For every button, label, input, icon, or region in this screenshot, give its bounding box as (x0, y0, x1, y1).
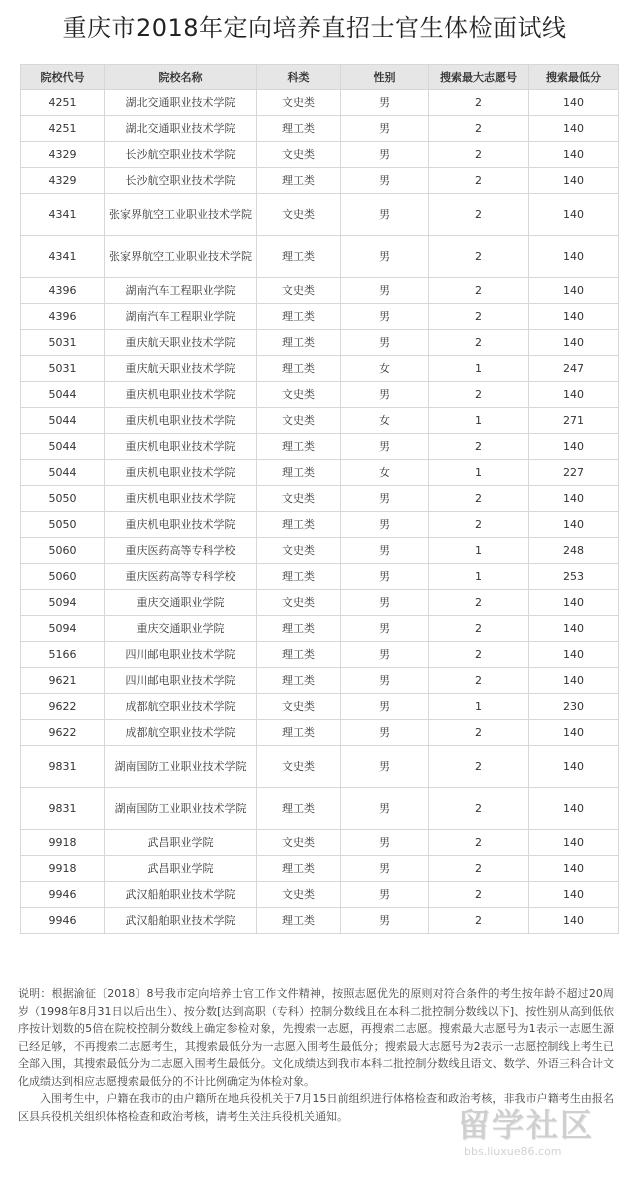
table-row (21, 720, 619, 746)
table-row (21, 882, 619, 908)
cell-category: 文史类 (257, 830, 341, 856)
cell-category: 文史类 (257, 382, 341, 408)
cell-max-choice: 2 (429, 142, 529, 168)
cell-min-score: 140 (529, 642, 619, 668)
cell-school-code: 4396 (21, 278, 105, 304)
cell-school-name: 武汉船舶职业技术学院 (105, 882, 257, 908)
table-row (21, 746, 619, 788)
table-header-row (21, 65, 619, 90)
cell-max-choice: 2 (429, 616, 529, 642)
cell-min-score: 140 (529, 434, 619, 460)
table-row (21, 278, 619, 304)
watermark-url: bbs.liuxue86.com (464, 1145, 562, 1158)
cell-gender: 女 (341, 460, 429, 486)
cell-school-code: 9946 (21, 908, 105, 934)
cell-school-name: 武昌职业学院 (105, 856, 257, 882)
score-table (20, 64, 619, 934)
cell-school-code: 5060 (21, 538, 105, 564)
cell-school-code: 5044 (21, 382, 105, 408)
cell-gender: 男 (341, 564, 429, 590)
header-gender: 性别 (341, 65, 429, 90)
table-row (21, 668, 619, 694)
cell-category: 文史类 (257, 486, 341, 512)
cell-category: 理工类 (257, 564, 341, 590)
cell-school-code: 9946 (21, 882, 105, 908)
cell-school-code: 4251 (21, 90, 105, 116)
cell-max-choice: 1 (429, 694, 529, 720)
cell-category: 文史类 (257, 278, 341, 304)
cell-min-score: 140 (529, 856, 619, 882)
cell-school-code: 5031 (21, 356, 105, 382)
cell-school-name: 湖北交通职业技术学院 (105, 116, 257, 142)
cell-category: 文史类 (257, 590, 341, 616)
cell-max-choice: 2 (429, 668, 529, 694)
cell-school-name: 成都航空职业技术学院 (105, 694, 257, 720)
cell-category: 文史类 (257, 746, 341, 788)
table-row (21, 616, 619, 642)
header-school-code: 院校代号 (21, 65, 105, 90)
cell-category: 理工类 (257, 616, 341, 642)
table-row (21, 330, 619, 356)
cell-school-name: 成都航空职业技术学院 (105, 720, 257, 746)
cell-school-name: 湖南汽车工程职业学院 (105, 278, 257, 304)
cell-min-score: 271 (529, 408, 619, 434)
cell-min-score: 140 (529, 330, 619, 356)
cell-gender: 男 (341, 304, 429, 330)
cell-gender: 男 (341, 278, 429, 304)
cell-max-choice: 2 (429, 830, 529, 856)
table-row (21, 538, 619, 564)
cell-gender: 男 (341, 590, 429, 616)
cell-gender: 男 (341, 694, 429, 720)
cell-min-score: 140 (529, 746, 619, 788)
cell-gender: 男 (341, 668, 429, 694)
cell-category: 理工类 (257, 908, 341, 934)
table-body (21, 90, 619, 934)
cell-school-code: 5094 (21, 616, 105, 642)
cell-school-name: 重庆医药高等专科学校 (105, 564, 257, 590)
cell-gender: 男 (341, 486, 429, 512)
cell-min-score: 140 (529, 486, 619, 512)
cell-category: 理工类 (257, 512, 341, 538)
cell-category: 理工类 (257, 788, 341, 830)
cell-max-choice: 2 (429, 382, 529, 408)
cell-gender: 男 (341, 720, 429, 746)
table-row (21, 908, 619, 934)
table-row (21, 382, 619, 408)
cell-school-name: 重庆机电职业技术学院 (105, 408, 257, 434)
cell-school-name: 武汉船舶职业技术学院 (105, 908, 257, 934)
cell-min-score: 140 (529, 116, 619, 142)
cell-school-name: 重庆机电职业技术学院 (105, 382, 257, 408)
cell-gender: 男 (341, 616, 429, 642)
header-category: 科类 (257, 65, 341, 90)
table-row (21, 408, 619, 434)
cell-max-choice: 2 (429, 590, 529, 616)
cell-gender: 男 (341, 90, 429, 116)
cell-max-choice: 2 (429, 486, 529, 512)
cell-min-score: 140 (529, 168, 619, 194)
cell-category: 文史类 (257, 538, 341, 564)
cell-school-name: 张家界航空工业职业技术学院 (105, 236, 257, 278)
cell-min-score: 140 (529, 278, 619, 304)
cell-gender: 男 (341, 168, 429, 194)
cell-max-choice: 1 (429, 538, 529, 564)
cell-school-code: 5044 (21, 460, 105, 486)
cell-max-choice: 1 (429, 356, 529, 382)
cell-school-code: 4341 (21, 236, 105, 278)
cell-min-score: 248 (529, 538, 619, 564)
cell-category: 理工类 (257, 642, 341, 668)
cell-max-choice: 2 (429, 908, 529, 934)
cell-max-choice: 2 (429, 304, 529, 330)
cell-gender: 女 (341, 356, 429, 382)
cell-gender: 男 (341, 512, 429, 538)
cell-school-code: 4329 (21, 168, 105, 194)
table-row (21, 304, 619, 330)
note-paragraph-2: 入围考生中，户籍在我市的由户籍所在地兵役机关于7月15日前组织进行体格检查和政治考核，非我市户籍考生由报名区县兵役机关组织体格检查和政治考核，请考生关注兵役机关通知。 (18, 1092, 614, 1123)
cell-school-code: 9831 (21, 746, 105, 788)
cell-category: 文史类 (257, 694, 341, 720)
watermark-text: 留学社区 (458, 1106, 595, 1144)
cell-school-name: 湖南汽车工程职业学院 (105, 304, 257, 330)
cell-school-name: 重庆机电职业技术学院 (105, 434, 257, 460)
cell-min-score: 227 (529, 460, 619, 486)
cell-category: 理工类 (257, 330, 341, 356)
cell-gender: 男 (341, 142, 429, 168)
cell-school-code: 5044 (21, 434, 105, 460)
table-row (21, 142, 619, 168)
cell-category: 文史类 (257, 90, 341, 116)
header-min-score: 搜索最低分 (529, 65, 619, 90)
table-row (21, 856, 619, 882)
table-row (21, 642, 619, 668)
cell-school-code: 5050 (21, 486, 105, 512)
cell-school-code: 9918 (21, 856, 105, 882)
cell-min-score: 140 (529, 720, 619, 746)
cell-max-choice: 2 (429, 90, 529, 116)
cell-school-name: 重庆航天职业技术学院 (105, 356, 257, 382)
cell-gender: 男 (341, 856, 429, 882)
cell-school-name: 武昌职业学院 (105, 830, 257, 856)
cell-school-name: 湖北交通职业技术学院 (105, 90, 257, 116)
cell-gender: 男 (341, 330, 429, 356)
cell-min-score: 140 (529, 590, 619, 616)
cell-min-score: 140 (529, 908, 619, 934)
cell-max-choice: 2 (429, 642, 529, 668)
cell-school-code: 5166 (21, 642, 105, 668)
cell-school-code: 5031 (21, 330, 105, 356)
table-row (21, 356, 619, 382)
cell-min-score: 140 (529, 90, 619, 116)
cell-gender: 男 (341, 642, 429, 668)
table-row (21, 460, 619, 486)
cell-category: 文史类 (257, 194, 341, 236)
table-row (21, 830, 619, 856)
cell-gender: 男 (341, 908, 429, 934)
cell-gender: 男 (341, 538, 429, 564)
cell-gender: 男 (341, 434, 429, 460)
explanation-note (18, 985, 614, 1125)
cell-school-code: 4396 (21, 304, 105, 330)
cell-school-name: 张家界航空工业职业技术学院 (105, 194, 257, 236)
table-row (21, 694, 619, 720)
table-row (21, 90, 619, 116)
cell-gender: 女 (341, 408, 429, 434)
cell-category: 理工类 (257, 434, 341, 460)
cell-school-code: 9621 (21, 668, 105, 694)
cell-school-code: 4341 (21, 194, 105, 236)
header-max-choice: 搜索最大志愿号 (429, 65, 529, 90)
cell-gender: 男 (341, 746, 429, 788)
cell-max-choice: 2 (429, 856, 529, 882)
cell-category: 文史类 (257, 408, 341, 434)
cell-min-score: 247 (529, 356, 619, 382)
cell-school-name: 湖南国防工业职业技术学院 (105, 788, 257, 830)
table-row (21, 116, 619, 142)
cell-gender: 男 (341, 194, 429, 236)
cell-school-name: 重庆交通职业学院 (105, 616, 257, 642)
cell-min-score: 230 (529, 694, 619, 720)
cell-gender: 男 (341, 830, 429, 856)
cell-category: 理工类 (257, 168, 341, 194)
cell-min-score: 253 (529, 564, 619, 590)
table-row (21, 168, 619, 194)
cell-gender: 男 (341, 788, 429, 830)
cell-school-name: 四川邮电职业技术学院 (105, 642, 257, 668)
cell-max-choice: 1 (429, 460, 529, 486)
cell-max-choice: 1 (429, 564, 529, 590)
table-row (21, 236, 619, 278)
cell-min-score: 140 (529, 616, 619, 642)
watermark-logo (458, 1105, 623, 1169)
cell-school-code: 9831 (21, 788, 105, 830)
cell-min-score: 140 (529, 668, 619, 694)
cell-max-choice: 2 (429, 512, 529, 538)
cell-school-code: 5044 (21, 408, 105, 434)
cell-max-choice: 2 (429, 788, 529, 830)
cell-school-name: 重庆航天职业技术学院 (105, 330, 257, 356)
table-row (21, 194, 619, 236)
cell-min-score: 140 (529, 142, 619, 168)
cell-category: 理工类 (257, 116, 341, 142)
cell-max-choice: 2 (429, 746, 529, 788)
table-row (21, 434, 619, 460)
cell-max-choice: 2 (429, 720, 529, 746)
cell-category: 文史类 (257, 882, 341, 908)
cell-max-choice: 1 (429, 408, 529, 434)
cell-category: 理工类 (257, 668, 341, 694)
cell-school-name: 重庆医药高等专科学校 (105, 538, 257, 564)
cell-gender: 男 (341, 382, 429, 408)
cell-max-choice: 2 (429, 278, 529, 304)
cell-min-score: 140 (529, 382, 619, 408)
table-row (21, 564, 619, 590)
cell-max-choice: 2 (429, 168, 529, 194)
cell-school-code: 5050 (21, 512, 105, 538)
cell-school-code: 5094 (21, 590, 105, 616)
cell-max-choice: 2 (429, 330, 529, 356)
cell-max-choice: 2 (429, 882, 529, 908)
cell-max-choice: 2 (429, 236, 529, 278)
cell-max-choice: 2 (429, 116, 529, 142)
cell-category: 理工类 (257, 856, 341, 882)
cell-max-choice: 2 (429, 434, 529, 460)
cell-category: 理工类 (257, 356, 341, 382)
cell-min-score: 140 (529, 512, 619, 538)
table-row (21, 512, 619, 538)
cell-school-code: 9622 (21, 720, 105, 746)
cell-gender: 男 (341, 882, 429, 908)
page-title: 重庆市2018年定向培养直招士官生体检面试线 (62, 14, 567, 42)
cell-category: 理工类 (257, 236, 341, 278)
cell-school-code: 9622 (21, 694, 105, 720)
cell-gender: 男 (341, 236, 429, 278)
cell-category: 理工类 (257, 460, 341, 486)
cell-school-code: 9918 (21, 830, 105, 856)
cell-school-name: 湖南国防工业职业技术学院 (105, 746, 257, 788)
cell-school-name: 重庆机电职业技术学院 (105, 486, 257, 512)
cell-school-name: 长沙航空职业技术学院 (105, 142, 257, 168)
cell-min-score: 140 (529, 830, 619, 856)
cell-school-name: 四川邮电职业技术学院 (105, 668, 257, 694)
cell-category: 文史类 (257, 142, 341, 168)
table-row (21, 788, 619, 830)
cell-school-name: 长沙航空职业技术学院 (105, 168, 257, 194)
table-row (21, 590, 619, 616)
cell-category: 理工类 (257, 304, 341, 330)
table-row (21, 486, 619, 512)
cell-school-code: 4329 (21, 142, 105, 168)
cell-school-name: 重庆机电职业技术学院 (105, 460, 257, 486)
header-school-name: 院校名称 (105, 65, 257, 90)
cell-gender: 男 (341, 116, 429, 142)
cell-category: 理工类 (257, 720, 341, 746)
cell-min-score: 140 (529, 882, 619, 908)
note-paragraph-1: 说明：根据渝征〔2018〕8号我市定向培养士官工作文件精神，按照志愿优先的原则对符合条件的考生按年龄不超过20周岁（1998年8月31日以后出生）、按分数[达到高职（专科）控制分数线且在本科二批控制分数线以下]、按性别从高到低依序按计划数的5倍在院校控制分数线上确定参检对象，先搜索一志愿，再搜索二志愿。搜索最大志愿号为1表示一志愿生源已经足够，不再搜索二志愿考生，其搜索最低分为一志愿入围考生最低分；搜索最大志愿号为2表示一志愿控制线上考生已全部入围，其搜索最低分为二志愿入围考生最低分。文化成绩达到我市本科二批控制分数线且语文、数学、外语三科合计文化成绩达到相应志愿搜索最低分的不计比例确定为体检对象。 (18, 987, 614, 1088)
cell-school-name: 重庆机电职业技术学院 (105, 512, 257, 538)
cell-school-code: 5060 (21, 564, 105, 590)
cell-min-score: 140 (529, 788, 619, 830)
cell-min-score: 140 (529, 194, 619, 236)
cell-max-choice: 2 (429, 194, 529, 236)
cell-min-score: 140 (529, 304, 619, 330)
cell-school-code: 4251 (21, 116, 105, 142)
cell-school-name: 重庆交通职业学院 (105, 590, 257, 616)
cell-min-score: 140 (529, 236, 619, 278)
